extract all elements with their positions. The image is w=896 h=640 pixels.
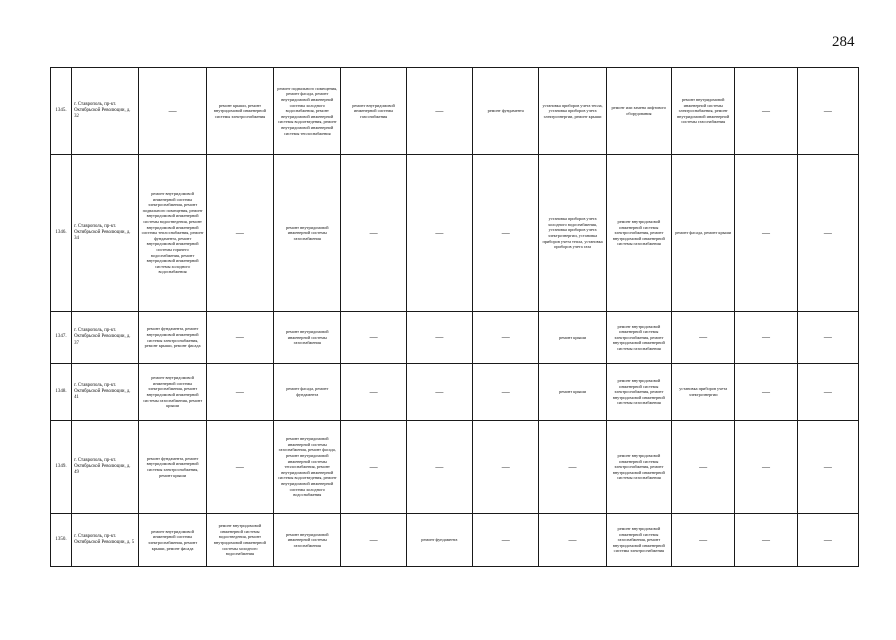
work-cell: ремонт крыши, ремонт внутридомовой инженерной системы электроснабжения bbox=[206, 68, 273, 155]
work-cell: ремонт внутридомовой инженерной системы электроснабжения, ремонт внутридомовой инженерной системы газоснабжения bbox=[672, 68, 735, 155]
work-cell: ремонт фундамента, ремонт внутридомовой инженерной системы электроснабжения, ремонт крыши bbox=[139, 421, 206, 514]
work-cell: установка приборов учета тепла, установка приборов учета электроэнергии, ремонт крыши bbox=[539, 68, 606, 155]
work-cell: — bbox=[341, 312, 406, 364]
work-cell: — bbox=[735, 514, 797, 567]
address-cell: г. Ставрополь, пр-кт. Октябрьской Революции, д. 41 bbox=[72, 364, 139, 421]
work-cell: установка приборов учета электроэнергии bbox=[672, 364, 735, 421]
work-cell: — bbox=[672, 421, 735, 514]
work-cell: — bbox=[139, 68, 206, 155]
address-cell: г. Ставрополь, пр-кт. Октябрьской Революции, д. 37 bbox=[72, 312, 139, 364]
row-number-cell: 1347. bbox=[51, 312, 72, 364]
work-cell: ремонт фундамента bbox=[406, 514, 472, 567]
address-cell: г. Ставрополь, пр-кт. Октябрьской Революции, д. 34 bbox=[72, 155, 139, 312]
work-cell: ремонт внутридомовой инженерной системы газоснабжения, ремонт внутридомовой инженерной системы электроснабжения bbox=[606, 514, 671, 567]
table-row bbox=[51, 364, 859, 421]
row-number-cell: 1345. bbox=[51, 68, 72, 155]
work-cell: — bbox=[473, 514, 539, 567]
work-cell: — bbox=[406, 312, 472, 364]
work-cell: — bbox=[797, 421, 858, 514]
work-cell: — bbox=[735, 364, 797, 421]
work-cell: — bbox=[206, 421, 273, 514]
work-cell: — bbox=[473, 421, 539, 514]
work-cell: — bbox=[473, 155, 539, 312]
work-cell: — bbox=[672, 312, 735, 364]
work-cell: — bbox=[341, 155, 406, 312]
work-cell: — bbox=[797, 155, 858, 312]
work-cell: — bbox=[406, 364, 472, 421]
work-cell: — bbox=[735, 421, 797, 514]
page-number: 284 bbox=[832, 34, 855, 50]
row-number-cell: 1348. bbox=[51, 364, 72, 421]
work-cell: — bbox=[797, 364, 858, 421]
address-cell: г. Ставрополь, пр-кт. Октябрьской Революции, д. 5 bbox=[72, 514, 139, 567]
work-cell: ремонт фундамента, ремонт внутридомовой инженерной системы электроснабжения, ремонт крыши, ремонт фасада bbox=[139, 312, 206, 364]
work-cell: ремонт внутридомовой инженерной системы газоснабжения bbox=[274, 312, 341, 364]
work-cell: — bbox=[406, 421, 472, 514]
work-cell: ремонт внутридомовой инженерной системы электроснабжения, ремонт подвального помещения, ремонт внутридомовой инженерной системы водоотведения, ремонт внутридомовой инженерной системы теплоснабжения, ремонт фундамента, ремонт внутридомовой инженерной системы горячего водоснабжения, ремонт внутридомовой инженерной системы холодного водоснабжения bbox=[139, 155, 206, 312]
table-row bbox=[51, 68, 859, 155]
work-cell: — bbox=[797, 68, 858, 155]
work-cell: — bbox=[473, 364, 539, 421]
table-row bbox=[51, 514, 859, 567]
work-cell: — bbox=[735, 312, 797, 364]
work-cell: ремонт внутридомовой инженерной системы газоснабжения, ремонт фасада, ремонт внутридомовой инженерной системы теплоснабжения, ремонт внутридомовой инженерной системы водоотведения, ремонт внутридомовой инженерной системы холодного водоснабжения bbox=[274, 421, 341, 514]
table-row bbox=[51, 155, 859, 312]
table-row bbox=[51, 312, 859, 364]
repair-schedule-table bbox=[50, 67, 859, 567]
row-number-cell: 1346. bbox=[51, 155, 72, 312]
work-cell: — bbox=[341, 421, 406, 514]
work-cell: ремонт внутридомовой инженерной системы электроснабжения, ремонт внутридомовой инженерной системы газоснабжения, ремонт крыши bbox=[139, 364, 206, 421]
work-cell: — bbox=[672, 514, 735, 567]
work-cell: ремонт подвального помещения, ремонт фасада, ремонт внутридомовой инженерной системы холодного водоснабжения, ремонт внутридомовой инженерной системы водоотведения, ремонт внутридомовой инженерной системы теплоснабжения bbox=[274, 68, 341, 155]
work-cell: — bbox=[406, 155, 472, 312]
work-cell: — bbox=[797, 514, 858, 567]
work-cell: — bbox=[473, 312, 539, 364]
work-cell: — bbox=[735, 68, 797, 155]
work-cell: ремонт или замена лифтового оборудования bbox=[606, 68, 671, 155]
work-cell: — bbox=[406, 68, 472, 155]
address-cell: г. Ставрополь, пр-кт. Октябрьской Революции, д. 32 bbox=[72, 68, 139, 155]
work-cell: ремонт крыши bbox=[539, 364, 606, 421]
table-row bbox=[51, 421, 859, 514]
address-cell: г. Ставрополь, пр-кт. Октябрьской Революции, д. 49 bbox=[72, 421, 139, 514]
work-cell: — bbox=[341, 364, 406, 421]
work-cell: ремонт фасада, ремонт крыши bbox=[672, 155, 735, 312]
work-cell: — bbox=[206, 155, 273, 312]
work-cell: ремонт внутридомовой инженерной системы электроснабжения, ремонт внутридомовой инженерной системы газоснабжения bbox=[606, 312, 671, 364]
work-cell: ремонт внутридомовой инженерной системы электроснабжения, ремонт внутридомовой инженерной системы газоснабжения bbox=[606, 364, 671, 421]
work-cell: — bbox=[341, 514, 406, 567]
work-cell: — bbox=[206, 312, 273, 364]
work-cell: установка приборов учета холодного водоснабжения, установка приборов учета электроэнергии, установка приборов учета тепла, установка приборов учета газа bbox=[539, 155, 606, 312]
work-cell: — bbox=[797, 312, 858, 364]
work-cell: — bbox=[735, 155, 797, 312]
work-cell: — bbox=[539, 421, 606, 514]
work-cell: ремонт внутридомовой инженерной системы электроснабжения, ремонт крыши, ремонт фасада bbox=[139, 514, 206, 567]
row-number-cell: 1349. bbox=[51, 421, 72, 514]
work-cell: ремонт внутридомовой инженерной системы газоснабжения bbox=[274, 514, 341, 567]
row-number-cell: 1350. bbox=[51, 514, 72, 567]
work-cell: ремонт внутридомовой инженерной системы газоснабжения bbox=[341, 68, 406, 155]
work-cell: — bbox=[206, 364, 273, 421]
work-cell: — bbox=[539, 514, 606, 567]
work-cell: ремонт фасада, ремонт фундамента bbox=[274, 364, 341, 421]
work-cell: ремонт внутридомовой инженерной системы электроснабжения, ремонт внутридомовой инженерной системы газоснабжения bbox=[606, 155, 671, 312]
work-cell: ремонт внутридомовой инженерной системы электроснабжения, ремонт внутридомовой инженерной системы газоснабжения bbox=[606, 421, 671, 514]
work-cell: ремонт внутридомовой инженерной системы водоотведения, ремонт внутридомовой инженерной системы холодного водоснабжения bbox=[206, 514, 273, 567]
work-cell: ремонт внутридомовой инженерной системы газоснабжения bbox=[274, 155, 341, 312]
work-cell: ремонт фундамента bbox=[473, 68, 539, 155]
work-cell: ремонт крыши bbox=[539, 312, 606, 364]
